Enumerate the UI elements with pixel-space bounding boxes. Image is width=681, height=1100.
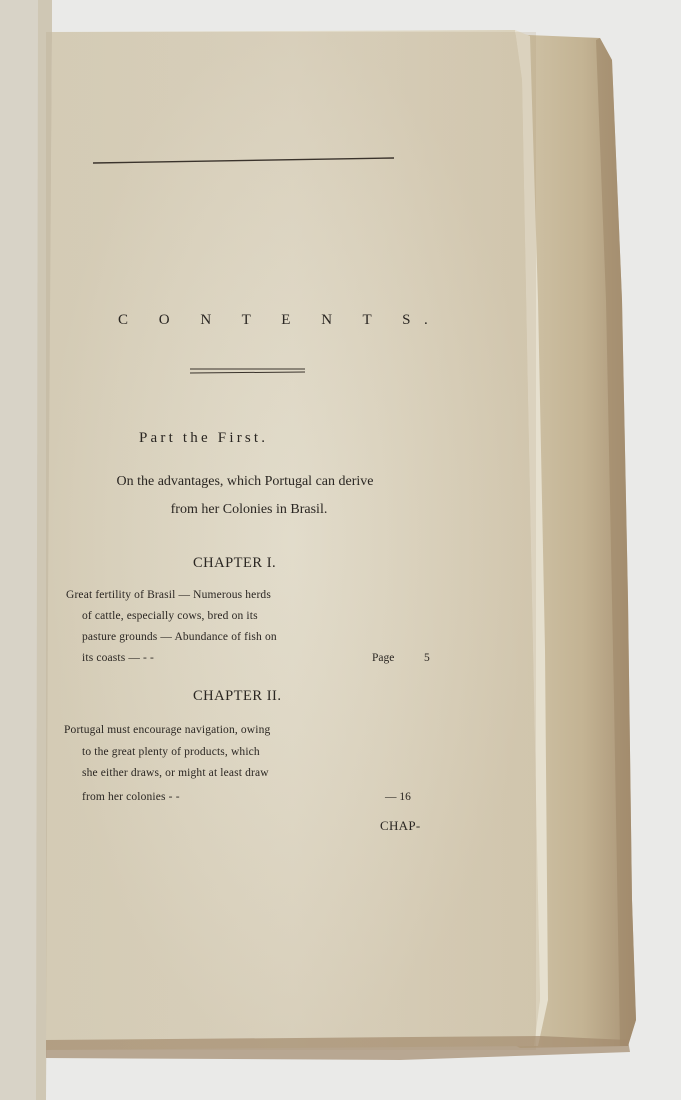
chapter-1-page-label: Page: [372, 652, 395, 664]
part-subtitle-line-1: On the advantages, which Portugal can derive: [116, 474, 374, 489]
contents-heading: C O N T E N T S.: [118, 312, 442, 328]
chapter-2-line-4: from her colonies - -: [82, 791, 180, 803]
part-subtitle-line-2: from her Colonies in Brasil.: [170, 502, 328, 517]
chapter-1-line-4: its coasts — - -: [82, 652, 155, 664]
chapter-1-heading: CHAPTER I.: [193, 555, 277, 571]
chapter-1-page-number: 5: [424, 652, 430, 664]
chapter-2-heading: CHAPTER II.: [193, 688, 282, 704]
chapter-1-line-3: pasture grounds — Abundance of fish on: [82, 631, 277, 643]
chapter-2-line-3: she either draws, or might at least draw: [82, 767, 269, 779]
chapter-2-line-2: to the great plenty of products, which: [82, 746, 260, 758]
chapter-1-line-1: Great fertility of Brasil — Numerous herds: [66, 589, 271, 601]
chapter-1-line-2: of cattle, especially cows, bred on its: [82, 610, 258, 622]
chapter-2-page-label: — 16: [385, 791, 411, 803]
part-title: Part the First.: [139, 430, 269, 446]
chapter-2-line-1: Portugal must encourage navigation, owing: [64, 724, 271, 736]
catchword: CHAP-: [380, 818, 421, 833]
